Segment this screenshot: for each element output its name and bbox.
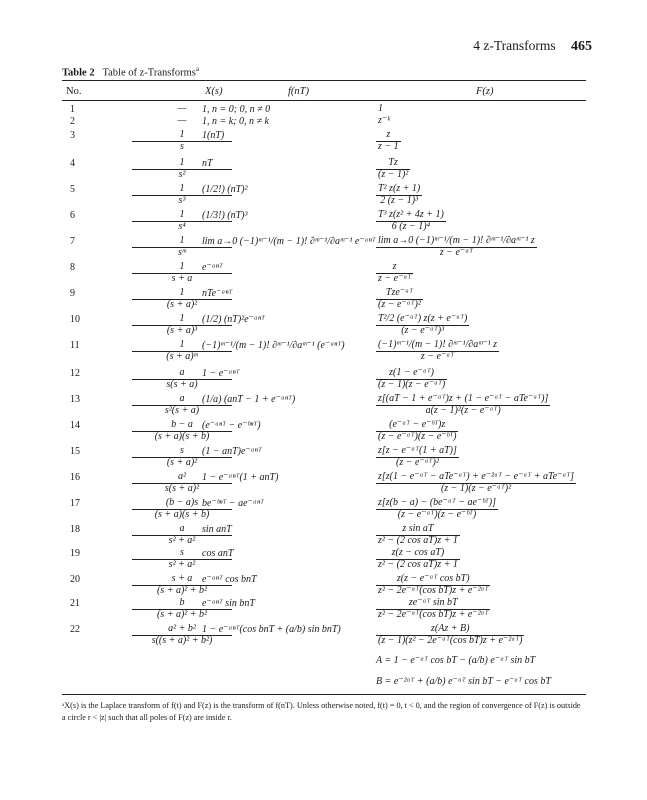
time-function-cell: 1, n = k; 0, n ≠ k bbox=[202, 116, 269, 127]
laplace-denominator: s² bbox=[178, 168, 186, 180]
z-transform-cell bbox=[376, 262, 413, 284]
laplace-denominator: s²(s + a) bbox=[164, 404, 200, 416]
time-function-cell: (1/2!) (nT)² bbox=[202, 184, 248, 195]
col-header-fz: F(z) bbox=[476, 86, 494, 97]
laplace-numerator: a bbox=[132, 524, 232, 536]
z-transform-cell bbox=[376, 288, 423, 310]
row-number: 3 bbox=[70, 130, 75, 141]
time-function-cell: (1/a) (anT − 1 + e⁻ᵃⁿᵀ) bbox=[202, 394, 296, 405]
z-transform-numerator: z[z − e⁻ᵃᵀ(1 + aT)] bbox=[378, 445, 457, 456]
z-transform-fraction bbox=[376, 548, 460, 570]
table-header-rule bbox=[62, 100, 586, 101]
row-number: 18 bbox=[70, 524, 80, 535]
laplace-denominator: s³ bbox=[178, 194, 186, 206]
z-transform-cell bbox=[376, 524, 460, 546]
z-transform-numerator: z(z − e⁻ᵃᵀ cos bT) bbox=[376, 574, 490, 586]
table-footnote: ᵃX(s) is the Laplace transform of f(t) and F(z) is the transform of f(nT). Unless otherwise noted, f(t) = 0, t < 0, and the region of convergence of F(z) is outside a circle r < |z| such that all poles of F(z) are inside r. bbox=[62, 701, 581, 722]
laplace-denominator: s(s + a)² bbox=[164, 482, 200, 494]
z-transform-numerator: (e⁻ᵃᵀ − e⁻ᵇᵀ)z bbox=[376, 420, 458, 432]
z-transform-numerator: z[z(1 − e⁻ᵃᵀ − aTe⁻ᵃᵀ) + e⁻²ᵃᵀ − e⁻ᵃᵀ + aTe⁻ᵃᵀ] bbox=[378, 471, 575, 482]
col-header-xs: X(s) bbox=[205, 86, 223, 97]
z-transform-numerator: z[z(b − a) − (be⁻ᵃᵀ − ae⁻ᵇᵀ)] bbox=[378, 497, 496, 508]
laplace-denominator: (s + a)ᵐ bbox=[166, 350, 198, 362]
z-transform-fraction bbox=[376, 340, 499, 362]
z-transform-numerator: z bbox=[376, 262, 413, 274]
time-function-cell: (−1)ᵐ⁻¹/(m − 1)! ∂ᵐ⁻¹/∂aᵐ⁻¹ (e⁻ᵃⁿᵀ) bbox=[202, 340, 345, 351]
laplace-numerator: a² bbox=[132, 472, 232, 484]
row-number: 4 bbox=[70, 158, 75, 169]
laplace-denominator: (s + a)² bbox=[166, 456, 198, 468]
laplace-denominator: s² + a² bbox=[168, 534, 196, 546]
z-transform-fraction bbox=[376, 574, 490, 596]
row-number: 22 bbox=[70, 624, 80, 635]
z-transform-cell bbox=[376, 598, 490, 620]
laplace-denominator: (s + a)² + b² bbox=[156, 584, 208, 596]
z-transform-denominator: (z − e⁻ᵃᵀ)² bbox=[395, 456, 439, 468]
laplace-numerator: (b − a)s bbox=[132, 498, 232, 510]
z-transform-fraction bbox=[376, 288, 423, 310]
row-number: 19 bbox=[70, 548, 80, 559]
z-transform-denominator: z − e⁻ᵃᵀ bbox=[378, 272, 412, 284]
laplace-denominator: s bbox=[180, 140, 184, 152]
laplace-numerator: 1 bbox=[132, 210, 232, 222]
z-transform-cell bbox=[376, 394, 550, 416]
z-transform-fraction bbox=[376, 158, 410, 180]
laplace-numerator: 1 bbox=[132, 158, 232, 170]
z-transform-denominator: (z − 1)(z − e⁻ᵃᵀ)² bbox=[440, 482, 512, 494]
z-transform-cell bbox=[376, 104, 385, 115]
table-title-footnote-marker: a bbox=[195, 65, 199, 73]
table-title: Table of z-Transforms bbox=[102, 67, 196, 79]
z-transform-cell bbox=[376, 158, 410, 180]
running-head-chapter: 4 z-Transforms bbox=[473, 38, 556, 53]
laplace-denominator: s² + a² bbox=[168, 558, 196, 570]
row-number: 11 bbox=[70, 340, 80, 351]
z-transform-fraction bbox=[376, 262, 413, 284]
z-transform-numerator: (−1)ᵐ⁻¹/(m − 1)! ∂ᵐ⁻¹/∂aᵐ⁻¹ z bbox=[378, 339, 498, 350]
time-function-cell: 1 − e⁻ᵃⁿᵀ(1 + anT) bbox=[202, 472, 279, 483]
row-number: 13 bbox=[70, 394, 80, 405]
z-transform-cell bbox=[376, 574, 490, 596]
z-transform-denominator: (z − 1)² bbox=[378, 168, 409, 180]
z-transform-fraction bbox=[376, 624, 524, 646]
laplace-numerator: a² + b² bbox=[132, 624, 232, 636]
z-transform-numerator: z[(aT − 1 + e⁻ᵃᵀ)z + (1 − e⁻ᵃᵀ − aTe⁻ᵃᵀ)] bbox=[378, 393, 549, 404]
table-bottom-rule bbox=[62, 694, 586, 695]
z-transform-denominator: a(z − 1)²(z − e⁻ᵃᵀ) bbox=[425, 404, 501, 416]
laplace-denominator: (s + a)(s + b) bbox=[154, 508, 210, 520]
z-transform-fraction bbox=[376, 498, 498, 520]
z-transform-cell bbox=[376, 548, 460, 570]
laplace-numerator: s bbox=[132, 548, 232, 560]
laplace-denominator: (s + a)² + b² bbox=[156, 608, 208, 620]
z-transform-cell bbox=[376, 368, 447, 390]
time-function-cell: nTe⁻ᵃⁿᵀ bbox=[202, 288, 233, 299]
z-transform-numerator: T²/2 (e⁻ᵃᵀ) z(z + e⁻ᵃᵀ) bbox=[378, 313, 468, 324]
time-function-cell: e⁻ᵃⁿᵀ sin bnT bbox=[202, 598, 255, 609]
col-header-no: No. bbox=[66, 86, 82, 97]
laplace-numerator: a bbox=[132, 394, 232, 406]
z-transform-denominator: 2 (z − 1)³ bbox=[380, 194, 419, 206]
laplace-numerator: a bbox=[132, 368, 232, 380]
laplace-numerator: b bbox=[132, 598, 232, 610]
z-transform-denominator: z − e⁻ᵃᵀ bbox=[420, 350, 455, 362]
z-transform-cell bbox=[376, 446, 459, 468]
z-transform-fraction bbox=[376, 236, 537, 258]
z-transform-cell bbox=[376, 314, 469, 336]
row-number: 14 bbox=[70, 420, 80, 431]
z-transform-cell bbox=[376, 184, 422, 206]
table-label: Table 2 bbox=[62, 67, 95, 79]
row-number: 15 bbox=[70, 446, 80, 457]
z-transform-numerator: lim a→0 (−1)ᵐ⁻¹/(m − 1)! ∂ᵐ⁻¹/∂aᵐ⁻¹ z bbox=[378, 235, 535, 246]
z-transform-fraction bbox=[376, 104, 385, 115]
z-transform-cell bbox=[376, 130, 401, 152]
row22-constant-a: A = 1 − e⁻ᵃᵀ cos bT − (a/b) e⁻ᵃᵀ sin bT bbox=[376, 655, 536, 666]
laplace-denominator: (s + a)³ bbox=[166, 324, 198, 336]
z-transform-cell bbox=[376, 472, 576, 494]
laplace-numerator: 1 bbox=[132, 340, 232, 352]
z-transform-denominator: z² − 2e⁻ᵃᵀ(cos bT)z + e⁻²ᵃᵀ bbox=[378, 608, 489, 620]
laplace-denominator: s(s + a) bbox=[166, 378, 198, 390]
z-transform-denominator: 6 (z − 1)⁴ bbox=[391, 220, 431, 232]
time-function-cell: (1/2) (nT)²e⁻ᵃⁿᵀ bbox=[202, 314, 265, 325]
laplace-numerator: b − a bbox=[132, 420, 232, 432]
laplace-numerator: — bbox=[177, 103, 187, 115]
z-transform-numerator: z⁻ᵏ bbox=[378, 115, 390, 127]
z-transform-cell bbox=[376, 236, 537, 258]
z-transform-fraction bbox=[376, 472, 576, 494]
table-caption bbox=[62, 65, 199, 79]
z-transform-denominator: (z − e⁻ᵃᵀ)² bbox=[378, 298, 421, 310]
z-transform-numerator: z(Az + B) bbox=[376, 624, 524, 636]
laplace-denominator: s + a bbox=[171, 272, 193, 284]
table-top-rule bbox=[62, 80, 586, 81]
laplace-fraction bbox=[132, 158, 232, 180]
time-function-cell: (1/3!) (nT)³ bbox=[202, 210, 248, 221]
time-function-cell: 1(nT) bbox=[202, 130, 225, 141]
z-transform-numerator: ze⁻ᵃᵀ sin bT bbox=[376, 598, 490, 610]
z-transform-fraction bbox=[376, 524, 460, 546]
time-function-cell: e⁻ᵃⁿᵀ cos bnT bbox=[202, 574, 257, 585]
laplace-denominator: s⁴ bbox=[178, 220, 186, 232]
z-transform-denominator: (z − e⁻ᵃᵀ)(z − e⁻ᵇᵀ) bbox=[378, 430, 457, 442]
z-transform-cell bbox=[376, 624, 524, 646]
laplace-numerator: 1 bbox=[132, 184, 232, 196]
row-number: 20 bbox=[70, 574, 80, 585]
page-number: 465 bbox=[571, 39, 592, 54]
laplace-numerator: s + a bbox=[132, 574, 232, 586]
z-transform-numerator: Tze⁻ᵃᵀ bbox=[376, 288, 423, 300]
z-transform-fraction bbox=[376, 184, 422, 206]
time-function-cell: 1, n = 0; 0, n ≠ 0 bbox=[202, 104, 271, 115]
z-transform-denominator: z − e⁻ᵃᵀ bbox=[439, 246, 474, 258]
laplace-numerator: 1 bbox=[132, 236, 232, 248]
laplace-numerator: 1 bbox=[132, 288, 232, 300]
laplace-denominator: s((s + a)² + b²) bbox=[151, 634, 213, 646]
z-transform-fraction bbox=[376, 116, 392, 127]
row-number: 17 bbox=[70, 498, 80, 509]
z-transform-numerator: z sin aT bbox=[376, 524, 460, 536]
z-transform-denominator: (z − e⁻ᵃᵀ)³ bbox=[401, 324, 445, 336]
running-head bbox=[473, 38, 592, 55]
row-number: 5 bbox=[70, 184, 75, 195]
z-transform-numerator: T² z(z + 1) bbox=[378, 183, 421, 194]
time-function-cell: nT bbox=[202, 158, 213, 169]
row-number: 21 bbox=[70, 598, 80, 609]
time-function-cell: (1 − anT)e⁻ᵃⁿᵀ bbox=[202, 446, 262, 457]
time-function-cell: 1 − e⁻ᵃⁿᵀ(cos bnT + (a/b) sin bnT) bbox=[202, 624, 341, 635]
z-transform-fraction bbox=[376, 314, 469, 336]
laplace-numerator: 1 bbox=[132, 262, 232, 274]
row-number: 6 bbox=[70, 210, 75, 221]
z-transform-fraction bbox=[376, 394, 550, 416]
z-transform-numerator: z bbox=[376, 130, 401, 142]
z-transform-cell bbox=[376, 210, 446, 232]
z-transform-denominator: z² − 2e⁻ᵃᵀ(cos bT)z + e⁻²ᵃᵀ bbox=[378, 584, 489, 596]
z-transform-numerator: z(z − cos aT) bbox=[376, 548, 460, 560]
z-transform-cell bbox=[376, 116, 392, 127]
row-number: 7 bbox=[70, 236, 75, 247]
laplace-denominator: (s + a)² bbox=[166, 298, 198, 310]
row-number: 9 bbox=[70, 288, 75, 299]
z-transform-denominator: z − 1 bbox=[378, 140, 399, 152]
time-function-cell: e⁻ᵃⁿᵀ bbox=[202, 262, 223, 273]
time-function-cell: cos anT bbox=[202, 548, 234, 559]
z-transform-numerator: Tz bbox=[376, 158, 410, 170]
z-transform-cell bbox=[376, 420, 458, 442]
laplace-numerator: 1 bbox=[132, 130, 232, 142]
time-function-cell: be⁻ᵇⁿᵀ − ae⁻ᵃⁿᵀ bbox=[202, 498, 264, 509]
z-transform-denominator: (z − 1)(z² − 2e⁻ᵃᵀ(cos bT)z + e⁻²ᵃᵀ) bbox=[378, 634, 523, 646]
row22-constant-b: B = e⁻²ᵃᵀ + (a/b) e⁻ᵃᵀ sin bT − e⁻ᵃᵀ cos bT bbox=[376, 676, 551, 687]
laplace-numerator: — bbox=[177, 115, 187, 127]
laplace-numerator: s bbox=[132, 446, 232, 458]
z-transform-fraction bbox=[376, 368, 447, 390]
row-number: 8 bbox=[70, 262, 75, 273]
laplace-denominator: (s + a)(s + b) bbox=[154, 430, 210, 442]
z-transform-fraction bbox=[376, 420, 458, 442]
z-transform-fraction bbox=[376, 130, 401, 152]
z-transform-fraction bbox=[376, 210, 446, 232]
row-number: 16 bbox=[70, 472, 80, 483]
time-function-cell: (e⁻ᵃⁿᵀ − e⁻ᵇⁿᵀ) bbox=[202, 420, 261, 431]
z-transform-numerator: 1 bbox=[378, 103, 383, 115]
row-number: 2 bbox=[70, 116, 75, 127]
time-function-cell: lim a→0 (−1)ᵐ⁻¹/(m − 1)! ∂ᵐ⁻¹/∂aᵐ⁻¹ e⁻ᵃⁿᵀ bbox=[202, 236, 376, 247]
z-transform-denominator: z² − (2 cos aT)z + 1 bbox=[378, 534, 458, 546]
z-transform-numerator: z(1 − e⁻ᵃᵀ) bbox=[376, 368, 447, 380]
z-transform-denominator: (z − 1)(z − e⁻ᵃᵀ) bbox=[378, 378, 446, 390]
z-transform-cell bbox=[376, 340, 499, 362]
z-transform-denominator: z² − (2 cos aT)z + 1 bbox=[378, 558, 458, 570]
row-number: 1 bbox=[70, 104, 75, 115]
z-transform-fraction bbox=[376, 598, 490, 620]
z-transform-denominator: (z − e⁻ᵃᵀ)(z − e⁻ᵇᵀ) bbox=[397, 508, 477, 520]
row-number: 12 bbox=[70, 368, 80, 379]
z-transform-fraction bbox=[376, 446, 459, 468]
row-number: 10 bbox=[70, 314, 80, 325]
laplace-denominator: sᵐ bbox=[177, 246, 187, 258]
col-header-fnt: f(nT) bbox=[288, 86, 309, 97]
time-function-cell: sin anT bbox=[202, 524, 232, 535]
z-transform-numerator: T³ z(z² + 4z + 1) bbox=[378, 209, 444, 220]
laplace-numerator: 1 bbox=[132, 314, 232, 326]
z-transform-cell bbox=[376, 498, 498, 520]
time-function-cell: 1 − e⁻ᵃⁿᵀ bbox=[202, 368, 240, 379]
